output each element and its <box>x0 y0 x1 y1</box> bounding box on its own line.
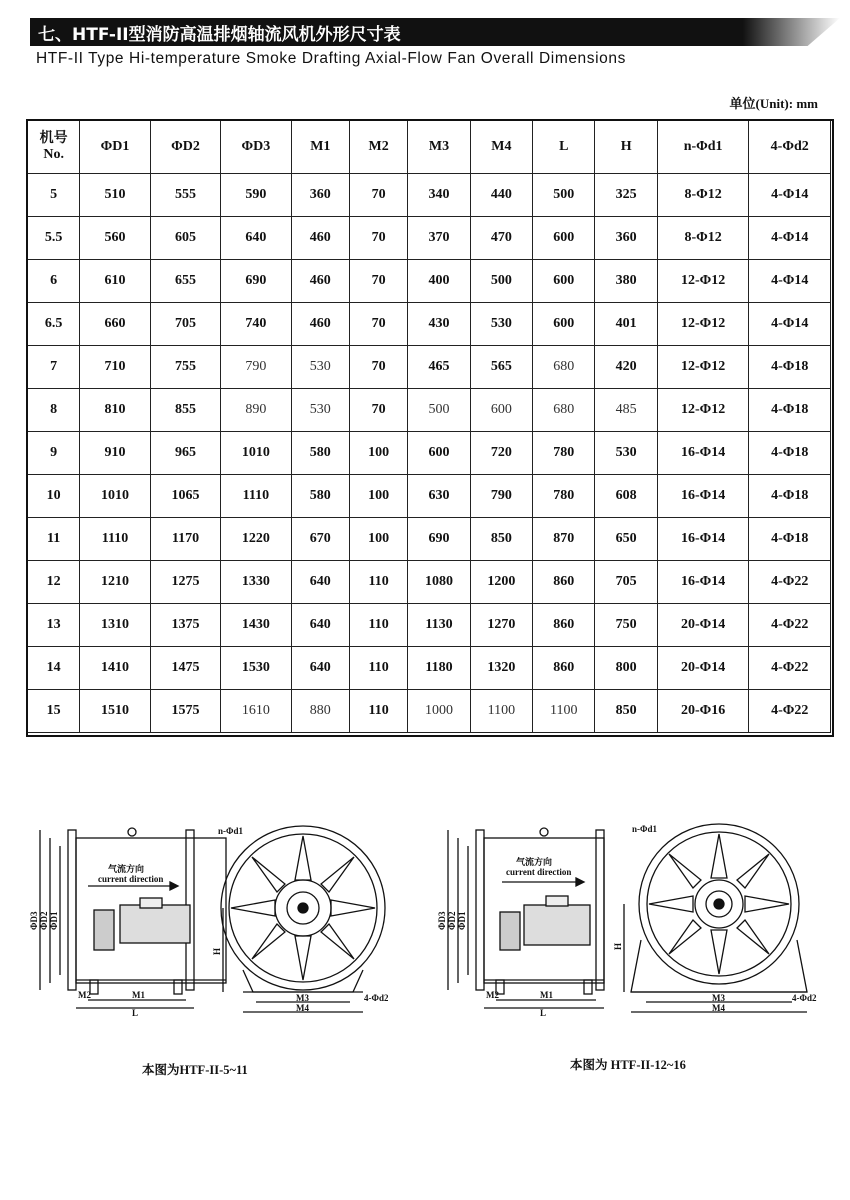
table-cell: 4-Φ18 <box>749 346 831 389</box>
table-cell: 16-Φ14 <box>657 475 749 518</box>
table-cell: 530 <box>291 389 349 432</box>
table-cell: 70 <box>349 303 407 346</box>
table-cell: 1010 <box>221 432 291 475</box>
label-l-r: L <box>540 1008 547 1018</box>
table-cell: 100 <box>349 432 407 475</box>
table-cell: 890 <box>221 389 291 432</box>
table-cell: 1010 <box>80 475 150 518</box>
table-cell: 710 <box>80 346 150 389</box>
table-cell: 9 <box>28 432 80 475</box>
table-row <box>28 647 831 690</box>
label-m4: M4 <box>296 1003 309 1013</box>
table-cell: 12-Φ12 <box>657 346 749 389</box>
table-cell: 740 <box>221 303 291 346</box>
table-header-row <box>28 121 831 174</box>
table-cell: 4-Φ22 <box>749 561 831 604</box>
table-cell: 780 <box>533 432 595 475</box>
table-cell: 630 <box>408 475 470 518</box>
table-cell: 790 <box>470 475 532 518</box>
table-cell: 5 <box>28 174 80 217</box>
table-cell: 555 <box>150 174 220 217</box>
table-cell: 600 <box>533 303 595 346</box>
table-cell: 1210 <box>80 561 150 604</box>
table-cell: 640 <box>291 561 349 604</box>
table-cell: 640 <box>291 604 349 647</box>
table-cell: 720 <box>470 432 532 475</box>
table-cell: 12 <box>28 561 80 604</box>
table-cell: 1610 <box>221 690 291 733</box>
table-row <box>28 303 831 346</box>
table-cell: 500 <box>533 174 595 217</box>
table-row <box>28 690 831 733</box>
label-m4-r: M4 <box>712 1003 725 1013</box>
table-cell: 680 <box>533 346 595 389</box>
table-cell: 855 <box>150 389 220 432</box>
table-row <box>28 604 831 647</box>
table-cell: 650 <box>595 518 657 561</box>
table-cell: 7 <box>28 346 80 389</box>
column-header: ΦD2 <box>150 121 220 174</box>
label-d3: ΦD3 <box>29 911 39 930</box>
table-cell: 1080 <box>408 561 470 604</box>
column-header: ΦD3 <box>221 121 291 174</box>
label-m1-r: M1 <box>540 990 553 1000</box>
table-cell: 401 <box>595 303 657 346</box>
table-cell: 600 <box>533 260 595 303</box>
table-cell: 640 <box>291 647 349 690</box>
table-row <box>28 346 831 389</box>
table-cell: 640 <box>221 217 291 260</box>
table-cell: 11 <box>28 518 80 561</box>
column-header: 4-Φd2 <box>749 121 831 174</box>
table-cell: 530 <box>595 432 657 475</box>
table-cell: 110 <box>349 690 407 733</box>
table-cell: 4-Φ14 <box>749 303 831 346</box>
column-header: M4 <box>470 121 532 174</box>
table-cell: 1475 <box>150 647 220 690</box>
table-cell: 850 <box>595 690 657 733</box>
table-cell: 5.5 <box>28 217 80 260</box>
table-cell: 670 <box>291 518 349 561</box>
table-row <box>28 518 831 561</box>
table-cell: 605 <box>150 217 220 260</box>
title-bar <box>30 18 830 46</box>
table-cell: 110 <box>349 604 407 647</box>
table-cell: 580 <box>291 432 349 475</box>
table-cell: 1575 <box>150 690 220 733</box>
column-header: 机号 No. <box>28 121 80 174</box>
table-cell: 750 <box>595 604 657 647</box>
table-cell: 360 <box>291 174 349 217</box>
label-nd1-r: n-Φd1 <box>632 824 657 834</box>
table-cell: 10 <box>28 475 80 518</box>
airflow-cn-label: 气流方向 <box>108 864 145 874</box>
table-cell: 16-Φ14 <box>657 518 749 561</box>
table-cell: 8-Φ12 <box>657 217 749 260</box>
front-view-large <box>624 824 807 1012</box>
table-cell: 4-Φ18 <box>749 475 831 518</box>
label-d3-r: ΦD3 <box>437 911 447 930</box>
table-cell: 600 <box>408 432 470 475</box>
table-row <box>28 475 831 518</box>
table-cell: 1065 <box>150 475 220 518</box>
table-cell: 965 <box>150 432 220 475</box>
table-cell: 4-Φ18 <box>749 518 831 561</box>
table-row <box>28 174 831 217</box>
table-cell: 70 <box>349 174 407 217</box>
table-cell: 1375 <box>150 604 220 647</box>
table-cell: 870 <box>533 518 595 561</box>
caption-right: 本图为 HTF-II-12~16 <box>570 1058 686 1072</box>
column-header: M1 <box>291 121 349 174</box>
table-cell: 4-Φ14 <box>749 174 831 217</box>
side-view-large <box>448 828 604 1008</box>
table-cell: 4-Φ22 <box>749 647 831 690</box>
table-cell: 370 <box>408 217 470 260</box>
table-cell: 1510 <box>80 690 150 733</box>
table-cell: 485 <box>595 389 657 432</box>
table-cell: 14 <box>28 647 80 690</box>
table-cell: 1530 <box>221 647 291 690</box>
column-header: n-Φd1 <box>657 121 749 174</box>
table-cell: 470 <box>470 217 532 260</box>
table-cell: 1410 <box>80 647 150 690</box>
table-cell: 690 <box>408 518 470 561</box>
label-m2-r: M2 <box>486 990 499 1000</box>
airflow-en-label: current direction <box>98 874 164 884</box>
unit-label: 单位(Unit): mm <box>729 96 818 111</box>
table-cell: 460 <box>291 217 349 260</box>
column-header: H <box>595 121 657 174</box>
label-h: H <box>212 947 222 955</box>
table-row <box>28 432 831 475</box>
table-row <box>28 217 831 260</box>
label-m1: M1 <box>132 990 145 1000</box>
table-cell: 110 <box>349 561 407 604</box>
table-cell: 4-Φ14 <box>749 217 831 260</box>
label-nd1: n-Φd1 <box>218 826 243 836</box>
table-cell: 325 <box>595 174 657 217</box>
table-cell: 1270 <box>470 604 532 647</box>
table-cell: 530 <box>470 303 532 346</box>
table-cell: 850 <box>470 518 532 561</box>
airflow-en-label-r: current direction <box>506 867 572 877</box>
table-cell: 565 <box>470 346 532 389</box>
table-cell: 360 <box>595 217 657 260</box>
table-cell: 860 <box>533 647 595 690</box>
table-cell: 12-Φ12 <box>657 260 749 303</box>
diagram-right <box>436 820 826 1020</box>
table-cell: 20-Φ14 <box>657 604 749 647</box>
table-cell: 705 <box>595 561 657 604</box>
dimensions-table <box>27 120 831 733</box>
table-cell: 1275 <box>150 561 220 604</box>
table-cell: 4-Φ14 <box>749 260 831 303</box>
table-cell: 705 <box>150 303 220 346</box>
table-cell: 13 <box>28 604 80 647</box>
table-cell: 100 <box>349 518 407 561</box>
column-header: M2 <box>349 121 407 174</box>
table-cell: 500 <box>470 260 532 303</box>
label-h-r: H <box>613 942 623 950</box>
label-d1-r: ΦD1 <box>457 911 467 930</box>
column-header: L <box>533 121 595 174</box>
table-cell: 380 <box>595 260 657 303</box>
table-cell: 1200 <box>470 561 532 604</box>
table-cell: 690 <box>221 260 291 303</box>
label-d2: ΦD2 <box>39 911 49 930</box>
table-cell: 655 <box>150 260 220 303</box>
table-cell: 4-Φ22 <box>749 690 831 733</box>
table-cell: 500 <box>408 389 470 432</box>
table-cell: 70 <box>349 389 407 432</box>
table-cell: 1130 <box>408 604 470 647</box>
table-cell: 510 <box>80 174 150 217</box>
table-cell: 70 <box>349 217 407 260</box>
table-cell: 790 <box>221 346 291 389</box>
table-cell: 860 <box>533 561 595 604</box>
table-cell: 15 <box>28 690 80 733</box>
label-m2: M2 <box>78 990 91 1000</box>
table-cell: 560 <box>80 217 150 260</box>
label-m3: M3 <box>296 993 309 1003</box>
table-cell: 4-Φ18 <box>749 432 831 475</box>
table-cell: 600 <box>533 217 595 260</box>
table-cell: 460 <box>291 260 349 303</box>
table-cell: 530 <box>291 346 349 389</box>
table-cell: 20-Φ16 <box>657 690 749 733</box>
table-cell: 16-Φ14 <box>657 561 749 604</box>
page-subtitle: HTF-II Type Hi-temperature Smoke Drafting Axial-Flow Fan Overall Dimensions <box>36 50 626 67</box>
table-cell: 780 <box>533 475 595 518</box>
table-cell: 4-Φ22 <box>749 604 831 647</box>
table-cell: 1170 <box>150 518 220 561</box>
table-cell: 70 <box>349 346 407 389</box>
table-cell: 110 <box>349 647 407 690</box>
table-body <box>28 174 831 733</box>
table-cell: 16-Φ14 <box>657 432 749 475</box>
table-cell: 1100 <box>533 690 595 733</box>
column-header: M3 <box>408 121 470 174</box>
table-cell: 4-Φ18 <box>749 389 831 432</box>
table-cell: 1330 <box>221 561 291 604</box>
table-cell: 6.5 <box>28 303 80 346</box>
airflow-cn-label-r: 气流方向 <box>516 857 553 867</box>
table-cell: 400 <box>408 260 470 303</box>
table-cell: 880 <box>291 690 349 733</box>
table-cell: 590 <box>221 174 291 217</box>
table-cell: 100 <box>349 475 407 518</box>
fan-drawing-large <box>436 820 826 1020</box>
table-cell: 420 <box>595 346 657 389</box>
table-cell: 660 <box>80 303 150 346</box>
page-title: 七、HTF-II型消防高温排烟轴流风机外形尺寸表 <box>38 25 401 45</box>
table-cell: 1110 <box>80 518 150 561</box>
table-row <box>28 260 831 303</box>
table-cell: 70 <box>349 260 407 303</box>
table-cell: 755 <box>150 346 220 389</box>
table-cell: 460 <box>291 303 349 346</box>
table-cell: 608 <box>595 475 657 518</box>
table-cell: 580 <box>291 475 349 518</box>
table-row <box>28 389 831 432</box>
table-cell: 860 <box>533 604 595 647</box>
table-cell: 340 <box>408 174 470 217</box>
caption-left: 本图为HTF-II-5~11 <box>142 1063 248 1077</box>
table-cell: 1180 <box>408 647 470 690</box>
column-header: ΦD1 <box>80 121 150 174</box>
table-cell: 12-Φ12 <box>657 303 749 346</box>
table-cell: 12-Φ12 <box>657 389 749 432</box>
table-cell: 8-Φ12 <box>657 174 749 217</box>
table-cell: 8 <box>28 389 80 432</box>
label-m3-r: M3 <box>712 993 725 1003</box>
table-cell: 600 <box>470 389 532 432</box>
table-cell: 1310 <box>80 604 150 647</box>
table-cell: 610 <box>80 260 150 303</box>
table-cell: 20-Φ14 <box>657 647 749 690</box>
table-cell: 680 <box>533 389 595 432</box>
side-view <box>40 828 226 1008</box>
label-l: L <box>132 1008 139 1018</box>
label-d1: ΦD1 <box>49 911 59 930</box>
fan-drawing-small <box>28 820 388 1020</box>
table-cell: 1430 <box>221 604 291 647</box>
table-cell: 465 <box>408 346 470 389</box>
table-cell: 1000 <box>408 690 470 733</box>
table-cell: 430 <box>408 303 470 346</box>
table-cell: 910 <box>80 432 150 475</box>
table-cell: 440 <box>470 174 532 217</box>
table-cell: 1100 <box>470 690 532 733</box>
table-cell: 6 <box>28 260 80 303</box>
label-d2holes: 4-Φd2 <box>364 993 388 1003</box>
label-d2holes-r: 4-Φd2 <box>792 993 817 1003</box>
table-cell: 1220 <box>221 518 291 561</box>
front-view <box>221 826 385 1012</box>
table-cell: 810 <box>80 389 150 432</box>
table-cell: 1110 <box>221 475 291 518</box>
table-cell: 1320 <box>470 647 532 690</box>
diagram-left <box>28 820 388 1020</box>
table-row <box>28 561 831 604</box>
table-cell: 800 <box>595 647 657 690</box>
label-d2-r: ΦD2 <box>447 911 457 930</box>
